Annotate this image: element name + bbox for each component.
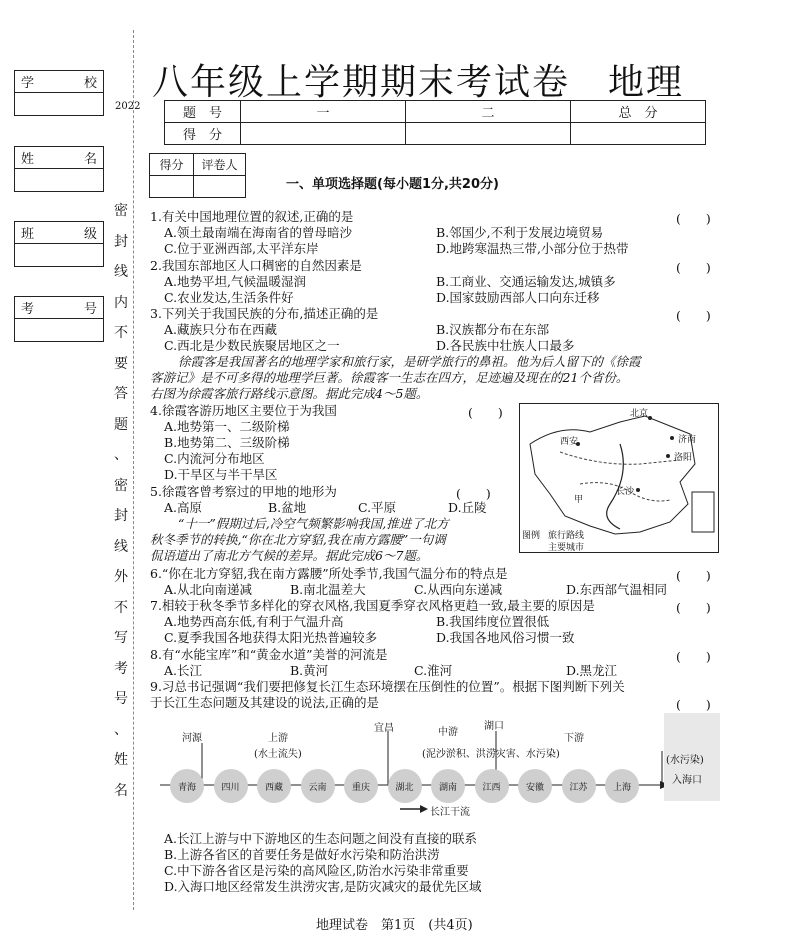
seal-char: 名	[114, 782, 128, 799]
passage-line: 客游记》是不可多得的地理学巨著。徐霞客一生志在四方，足迹遍及现在的21个省份。	[150, 370, 629, 385]
option[interactable]: A.从北向南递减	[164, 582, 253, 597]
answer-paren[interactable]: ( )	[468, 405, 503, 420]
province-circle: 重庆	[344, 769, 378, 803]
option[interactable]: C.农业发达,生活条件好	[164, 290, 294, 305]
score-cell[interactable]	[406, 123, 571, 145]
grader-score-cell[interactable]	[150, 176, 194, 198]
seal-char: 题	[114, 416, 128, 433]
hukou-label: 湖口	[484, 721, 504, 732]
province-circle: 江西	[475, 769, 509, 803]
section-title: 一、单项选择题(每小题1分,共20分)	[286, 177, 499, 192]
province-circle: 湖北	[388, 769, 422, 803]
class-field[interactable]	[14, 221, 104, 267]
option[interactable]: A.藏族只分布在西藏	[164, 322, 278, 337]
seal-char: 、	[114, 447, 128, 463]
passage-line: 徐霞客是我国著名的地理学家和旅行家，是研学旅行的鼻祖。他为后人留下的《徐霞	[178, 354, 641, 369]
yichang-label: 宜昌	[374, 723, 394, 734]
seal-char: 线	[114, 264, 128, 280]
name-field[interactable]	[14, 146, 104, 192]
passage-line: “十一”假期过后,冷空气频繁影响我国,推进了北方	[178, 516, 449, 531]
score-header-cell: 二	[406, 101, 571, 123]
middle-lower-issue-label: (泥沙淤积、洪涝灾害、水污染)	[422, 749, 560, 760]
seal-char: 封	[114, 508, 128, 524]
page-footer: 地理试卷 第1页 (共4页)	[316, 918, 473, 933]
map-label: 甲	[574, 495, 584, 505]
seal-char: 答	[114, 386, 128, 402]
passage-line: 侃语道出了南北方气候的差异。据此完成6～7题。	[150, 548, 429, 563]
option[interactable]: C.淮河	[414, 663, 453, 678]
option[interactable]: A.长江上游与中下游地区的生态问题之间没有直接的联系	[164, 831, 478, 846]
seal-char: 写	[114, 630, 128, 646]
option[interactable]: C.中下游各省区是污染的高风险区,防治水污染非常重要	[164, 863, 469, 878]
field-label-char: 班	[21, 227, 35, 242]
option[interactable]: D.黑龙江	[566, 663, 618, 678]
field-label-char: 级	[83, 227, 97, 242]
option[interactable]: B.上游各省区的首要任务是做好水污染和防治洪涝	[164, 847, 440, 862]
field-label-char: 校	[83, 76, 97, 91]
province-circle: 江苏	[562, 769, 596, 803]
option[interactable]: B.邻国少,不利于发展边境贸易	[436, 225, 604, 240]
question-stem: 3.下列关于我国民族的分布,描述正确的是	[150, 306, 379, 321]
score-table	[164, 100, 706, 145]
option[interactable]: D.东西部气温相同	[566, 582, 668, 597]
answer-paren[interactable]: ( )	[676, 308, 711, 323]
option[interactable]: C.平原	[358, 500, 397, 515]
option[interactable]: D.地跨寒温热三带,小部分位于热带	[436, 241, 629, 256]
answer-paren[interactable]: ( )	[456, 486, 491, 501]
province-circle: 西藏	[257, 769, 291, 803]
option[interactable]: B.南北温差大	[290, 582, 366, 597]
option[interactable]: D.丘陵	[448, 500, 487, 515]
map-legend-city: 主要城市	[548, 543, 585, 553]
map-legend-route: 旅行路线	[548, 531, 585, 541]
option[interactable]: A.高原	[164, 500, 203, 515]
school-field[interactable]	[14, 70, 104, 116]
map-label: 长沙	[616, 487, 635, 497]
score-header-cell: 总 分	[571, 101, 706, 123]
question-stem: 7.相较于秋冬季节多样化的穿衣风格,我国夏季穿衣风格更趋一致,最主要的原因是	[150, 598, 595, 613]
page-title: 八年级上学期期末考试卷 地理	[152, 62, 685, 103]
middle-reach-label: 中游	[438, 727, 458, 738]
seal-char: 考	[114, 660, 128, 677]
question-stem: 4.徐霞客游历地区主要位于为我国	[150, 403, 337, 418]
seal-char: 姓	[114, 752, 128, 768]
map-label: 西安	[560, 437, 579, 447]
option[interactable]: A.领土最南端在海南省的曾母暗沙	[164, 225, 353, 240]
map-legend-title: 图例	[522, 531, 541, 541]
field-label-char: 考	[21, 302, 35, 317]
seal-char: 线	[114, 538, 128, 555]
province-circle: 上海	[605, 769, 639, 803]
grader-name-label: 评卷人	[194, 154, 246, 176]
option[interactable]: C.夏季我国各地获得太阳光热普遍较多	[164, 630, 378, 645]
seal-char: 不	[114, 325, 128, 341]
province-circle: 湖南	[431, 769, 465, 803]
province-circle: 四川	[214, 769, 248, 803]
map-label: 济南	[678, 435, 697, 445]
score-header-cell: 题 号	[165, 101, 241, 123]
score-row-label: 得 分	[165, 123, 241, 145]
passage-line: 秋冬季节的转换,“你在北方穿貂,我在南方露腰”一句调	[150, 532, 446, 547]
option[interactable]: B.工商业、交通运输发达,城镇多	[436, 274, 616, 289]
river-source-label: 河源	[182, 733, 202, 744]
answer-paren[interactable]: ( )	[676, 211, 711, 226]
option[interactable]: B.黄河	[290, 663, 329, 678]
province-circle: 云南	[301, 769, 335, 803]
answer-paren[interactable]: ( )	[676, 600, 711, 615]
answer-paren[interactable]: ( )	[676, 568, 711, 583]
answer-paren[interactable]: ( )	[676, 697, 711, 712]
travel-route-map	[519, 403, 719, 553]
option[interactable]: C.位于亚洲西部,太平洋东岸	[164, 241, 319, 256]
seal-warning	[110, 196, 132, 806]
seal-char: 密	[114, 477, 128, 494]
mouth-issue-label: (水污染)	[666, 755, 704, 766]
question-stem: 9.习总书记强调“我们要把修复长江生态环境摆在压倒性的位置”。根据下图判断下列关	[150, 679, 625, 694]
seal-dashed-line	[133, 30, 134, 910]
option[interactable]: A.长江	[164, 663, 203, 678]
seal-char: 号	[114, 691, 128, 707]
estuary-label: 入海口	[672, 775, 702, 786]
option[interactable]: D.国家鼓励西部人口向东迁移	[436, 290, 600, 305]
seal-char: 、	[114, 721, 128, 738]
option[interactable]: D.干旱区与半干旱区	[164, 467, 278, 482]
seal-char: 内	[114, 294, 128, 311]
mainstream-label: 长江干流	[430, 807, 470, 818]
exam-number-field[interactable]	[14, 296, 104, 342]
option[interactable]: B.盆地	[268, 500, 307, 515]
grader-score-label: 得分	[150, 154, 194, 176]
seal-char: 要	[114, 355, 128, 372]
option[interactable]: A.地势平坦,气候温暖湿润	[164, 274, 306, 289]
option[interactable]: B.我国纬度位置很低	[436, 614, 550, 629]
question-stem: 8.有“水能宝库”和“黄金水道”美誉的河流是	[150, 647, 388, 662]
lower-reach-label: 下游	[564, 733, 584, 744]
option[interactable]: C.西北是少数民族聚居地区之一	[164, 338, 340, 353]
answer-paren[interactable]: ( )	[676, 260, 711, 275]
option[interactable]: A.地势西高东低,有利于气温升高	[164, 614, 344, 629]
province-circle: 青海	[170, 769, 204, 803]
seal-char: 封	[114, 233, 128, 250]
province-circle: 安徽	[518, 769, 552, 803]
seal-char: 不	[114, 599, 128, 616]
field-label-char: 姓	[21, 152, 35, 167]
field-label-char: 名	[83, 152, 97, 167]
question-stem: 6.“你在北方穿貂,我在南方露腰”所处季节,我国气温分布的特点是	[150, 566, 508, 581]
question-stem: 5.徐霞客曾考察过的甲地的地形为	[150, 484, 337, 499]
field-label-char: 学	[21, 76, 35, 91]
seal-char: 密	[114, 203, 128, 219]
score-cell[interactable]	[571, 123, 706, 145]
yangtze-diagram	[152, 713, 720, 823]
upper-issue-label: (水土流失)	[254, 749, 302, 760]
map-label: 洛阳	[674, 453, 693, 463]
field-label-char: 号	[83, 302, 97, 317]
score-header-cell: 一	[241, 101, 406, 123]
option[interactable]: D.入海口地区经常发生洪涝灾害,是防灾减灾的最优先区域	[164, 879, 482, 894]
seal-char: 外	[114, 569, 128, 585]
passage-line: 右图为徐霞客旅行路线示意图。据此完成4～5题。	[150, 386, 429, 401]
option[interactable]: B.地势第二、三级阶梯	[164, 435, 290, 450]
map-label: 北京	[630, 409, 649, 419]
question-stem: 1.有关中国地理位置的叙述,正确的是	[150, 209, 354, 224]
option[interactable]: D.各民族中壮族人口最多	[436, 338, 575, 353]
question-stem: 2.我国东部地区人口稠密的自然因素是	[150, 258, 362, 273]
score-cell[interactable]	[241, 123, 406, 145]
grader-table	[149, 153, 246, 198]
grader-name-cell[interactable]	[194, 176, 246, 198]
year-vertical: 2022	[115, 101, 141, 112]
upper-reach-label: 上游	[268, 733, 288, 744]
option[interactable]: C.从西向东递减	[414, 582, 503, 597]
answer-paren[interactable]: ( )	[676, 649, 711, 664]
option[interactable]: D.我国各地风俗习惯一致	[436, 630, 575, 645]
question-stem: 于长江生态问题及其建设的说法,正确的是	[150, 695, 379, 710]
option[interactable]: C.内流河分布地区	[164, 451, 265, 466]
option[interactable]: A.地势第一、二级阶梯	[164, 419, 290, 434]
option[interactable]: B.汉族都分布在东部	[436, 322, 550, 337]
